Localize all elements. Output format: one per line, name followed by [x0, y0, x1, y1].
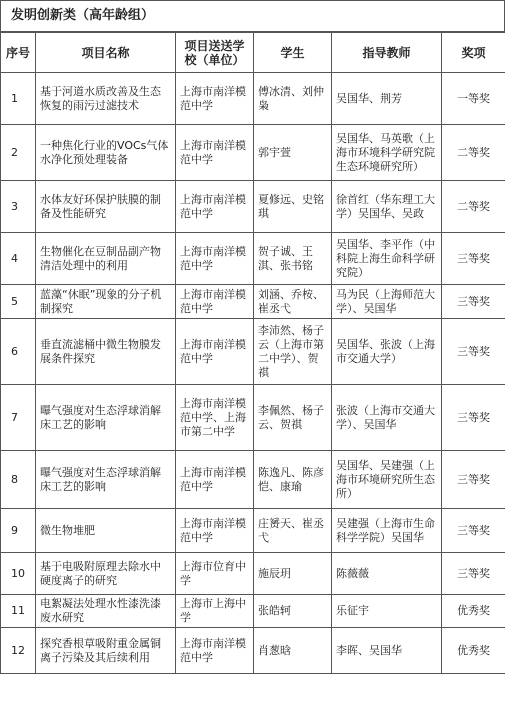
project-name: 生物催化在豆制品副产物清洁处理中的利用 [36, 233, 176, 285]
award: 三等奖 [442, 233, 505, 285]
teacher-names: 张波（上海市交通大学）、吴国华 [332, 385, 442, 451]
row-number: 2 [1, 125, 36, 181]
row-number: 10 [1, 553, 36, 595]
table-row [1, 233, 505, 285]
student-names: 夏修远、史铭琪 [254, 181, 332, 233]
header-school: 项目送送学校（单位） [176, 33, 254, 73]
project-name: 基于电吸附原理去除水中硬度离子的研究 [36, 553, 176, 595]
school: 上海市南洋模范中学、上海市第二中学 [176, 385, 254, 451]
project-name: 一种焦化行业的VOCs气体水净化预处理装备 [36, 125, 176, 181]
row-number: 4 [1, 233, 36, 285]
project-name: 微生物堆肥 [36, 509, 176, 553]
award: 一等奖 [442, 73, 505, 125]
teacher-names: 徐首红（华东理工大学）吴国华、吴政 [332, 181, 442, 233]
teacher-names: 吴国华、张波（上海市交通大学） [332, 319, 442, 385]
header-teacher: 指导教师 [332, 33, 442, 73]
project-name: 垂直流滤桶中微生物膜发展条件探究 [36, 319, 176, 385]
row-number: 8 [1, 451, 36, 509]
school: 上海市南洋模范中学 [176, 125, 254, 181]
header-project-name: 项目名称 [36, 33, 176, 73]
teacher-names: 李晖、吴国华 [332, 628, 442, 674]
school: 上海市南洋模范中学 [176, 285, 254, 319]
award: 三等奖 [442, 451, 505, 509]
award-table [0, 32, 505, 674]
school: 上海市位育中学 [176, 553, 254, 595]
project-name: 曝气强度对生态浮球消解床工艺的影响 [36, 385, 176, 451]
award: 二等奖 [442, 181, 505, 233]
row-number: 1 [1, 73, 36, 125]
award: 三等奖 [442, 553, 505, 595]
header-award: 奖项 [442, 33, 505, 73]
school: 上海市上海中学 [176, 595, 254, 628]
award: 三等奖 [442, 385, 505, 451]
student-names: 刘涵、乔桉、崔丞弋 [254, 285, 332, 319]
row-number: 6 [1, 319, 36, 385]
table-row [1, 509, 505, 553]
table-row [1, 181, 505, 233]
header-student: 学生 [254, 33, 332, 73]
project-name: 基于河道水质改善及生态恢复的雨污过滤技术 [36, 73, 176, 125]
student-names: 贺子诚、王淇、张书铭 [254, 233, 332, 285]
project-name: 探究香根草吸附重金属铜离子污染及其后续利用 [36, 628, 176, 674]
student-names: 陈逸凡、陈彦恺、康瑜 [254, 451, 332, 509]
school: 上海市南洋模范中学 [176, 451, 254, 509]
table-title: 发明创新类（高年龄组） [0, 0, 505, 32]
table-row [1, 628, 505, 674]
row-number: 7 [1, 385, 36, 451]
award: 三等奖 [442, 319, 505, 385]
teacher-names: 吴国华、马英歌（上海市环境科学研究院生态环境研究所） [332, 125, 442, 181]
student-names: 施辰玥 [254, 553, 332, 595]
row-number: 11 [1, 595, 36, 628]
school: 上海市南洋模范中学 [176, 233, 254, 285]
school: 上海市南洋模范中学 [176, 73, 254, 125]
table-row [1, 595, 505, 628]
table-row [1, 73, 505, 125]
student-names: 郭宇萱 [254, 125, 332, 181]
student-names: 李沛然、杨子云（上海市第二中学）、贺祺 [254, 319, 332, 385]
teacher-names: 吴国华、李平作（中科院上海生命科学研究院） [332, 233, 442, 285]
student-names: 傅冰清、刘仲枭 [254, 73, 332, 125]
table-row [1, 385, 505, 451]
award: 二等奖 [442, 125, 505, 181]
teacher-names: 吴国华、荆芳 [332, 73, 442, 125]
teacher-names: 吴国华、吴建强（上海市环境研究所生态所） [332, 451, 442, 509]
student-names: 张皓轲 [254, 595, 332, 628]
school: 上海市南洋模范中学 [176, 319, 254, 385]
table-row [1, 319, 505, 385]
header-no: 序号 [1, 33, 36, 73]
award: 三等奖 [442, 509, 505, 553]
row-number: 9 [1, 509, 36, 553]
table-row [1, 285, 505, 319]
project-name: 蓝藻“休眠”现象的分子机制探究 [36, 285, 176, 319]
school: 上海市南洋模范中学 [176, 181, 254, 233]
table-row [1, 451, 505, 509]
student-names: 肖葱晗 [254, 628, 332, 674]
project-name: 电絮凝法处理水性漆洗漆废水研究 [36, 595, 176, 628]
table-row [1, 553, 505, 595]
row-number: 5 [1, 285, 36, 319]
teacher-names: 陈薇薇 [332, 553, 442, 595]
teacher-names: 乐征宇 [332, 595, 442, 628]
header-row [1, 33, 505, 73]
teacher-names: 吴建强（上海市生命科学学院）吴国华 [332, 509, 442, 553]
student-names: 李佩然、杨子云、贺祺 [254, 385, 332, 451]
row-number: 12 [1, 628, 36, 674]
teacher-names: 马为民（上海师范大学）、吴国华 [332, 285, 442, 319]
project-name: 水体友好环保护肤膜的制备及性能研究 [36, 181, 176, 233]
award: 优秀奖 [442, 628, 505, 674]
row-number: 3 [1, 181, 36, 233]
table-row [1, 125, 505, 181]
award: 优秀奖 [442, 595, 505, 628]
project-name: 曝气强度对生态浮球消解床工艺的影响 [36, 451, 176, 509]
award: 三等奖 [442, 285, 505, 319]
school: 上海市南洋模范中学 [176, 628, 254, 674]
student-names: 庄赟天、崔丞弋 [254, 509, 332, 553]
school: 上海市南洋模范中学 [176, 509, 254, 553]
